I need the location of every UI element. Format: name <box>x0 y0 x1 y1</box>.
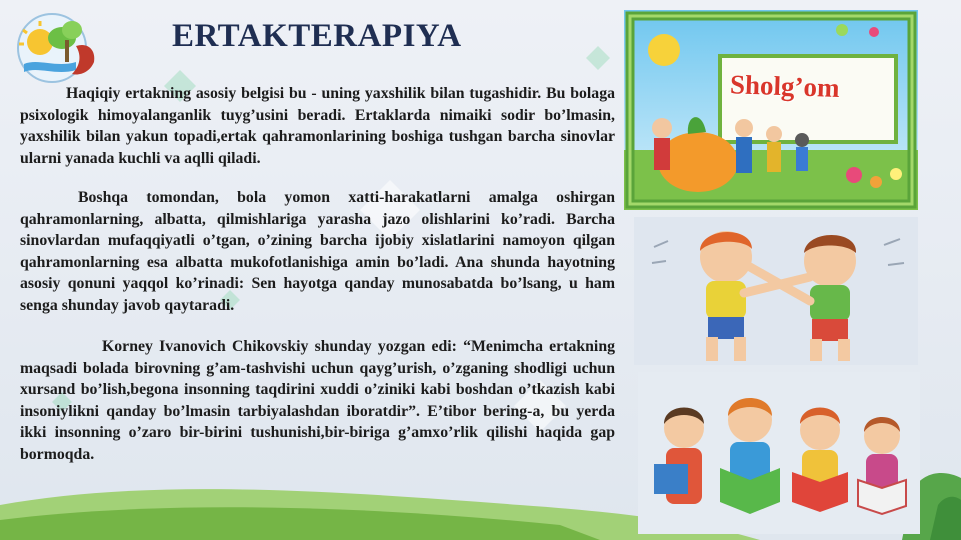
fairy-tale-cover-image <box>624 10 918 210</box>
text-block-1 <box>20 83 615 169</box>
kids-reading-image <box>638 372 920 534</box>
fighting-boys-image <box>634 217 918 365</box>
paragraph-2: Boshqa tomondan, bola yomon xatti-harakatlarni amalga oshirgan qahramonlarning, albatta, qilmishlariga yarasha jazo olishlarini ko’radi. Barcha sinovlardan mufaqqiyatli o’tgan, o’zining barcha ijobiy xislatlarini namoyon qilgan qahramonlarning esa albatta mukofotlanishiga amin bo’ladi. Ana shunda hayotning asosiy qonuni yaqqol ko’rinadi: Sen hayotga qanday munosabatda bo’lsang, u ham senga shunday javob qaytaradi. <box>20 189 615 314</box>
sun-tree-hands-logo-icon <box>10 6 106 88</box>
paragraph-1: Haqiqiy ertakning asosiy belgisi bu - uning yaxshilik bilan tugashidir. Bu bolaga psixologik himoyalanganlik tuyg’usini beradi. Ertaklarda nimaiki sodir bo’lmasin, yaxshilik bilan yakun topadi,ertak qahramonlarining boshiga tushgan barcha sinovlar ularni yanada kuchli va aqlli qiladi. <box>20 85 615 167</box>
text-block-3 <box>20 336 615 466</box>
text-block-2 <box>20 187 615 317</box>
paragraph-3: Korney Ivanovich Chikovskiy shunday yozgan edi: “Menimcha ertakning maqsadi bolada birovning g’am-tashvishi uchun qayg’urish, o’zganing shodligi uchun xursand bo’lish,begona insonning taqdirini xuddi o’ziniki kabi boshdan o’tkazish kabi insoniylikni qanday bo’lmasin tarbiyalashdan iboratdir”. E’tibor bering-a, bu yerda ikki insonning o’zaro bir-birini tushunishi,bir-biriga g’amxo’rlik qilishi haqida gap bormoqda. <box>20 338 615 463</box>
fairy-tale-caption: Sholg’om <box>729 69 841 104</box>
slide-title: ERTAKTERAPIYA <box>172 18 462 54</box>
